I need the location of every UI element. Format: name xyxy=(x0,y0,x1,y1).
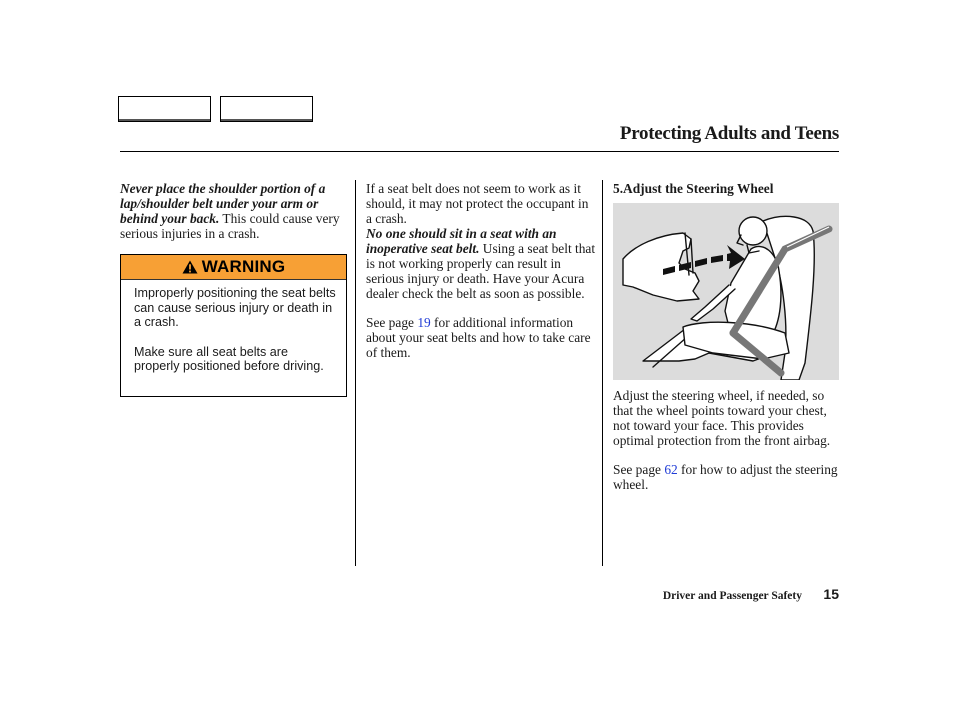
warning-triangle-icon xyxy=(182,260,198,274)
intro-emphasis: Never place the shoulder portion of a lap/shoulder belt under your arm or behind your back. xyxy=(120,181,326,226)
steering-wheel-adjustment-illustration xyxy=(613,203,839,380)
step-heading: 5.Adjust the Steering Wheel xyxy=(613,181,774,196)
steering-wheel-figure xyxy=(613,203,839,380)
warning-header xyxy=(121,255,346,280)
intro-rest: This could cause very serious injuries in a crash. xyxy=(120,211,340,241)
column3-text xyxy=(613,388,841,492)
column3-p2-after: for how to adjust the steering wheel. xyxy=(613,462,838,492)
nav-button-next[interactable] xyxy=(220,96,313,122)
title-divider xyxy=(120,151,839,152)
warning-paragraph-1: Improperly positioning the seat belts can cause serious injury or death in a crash. xyxy=(134,286,336,329)
column2-text xyxy=(366,181,596,360)
warning-box xyxy=(120,254,347,397)
footer-section-title: Driver and Passenger Safety xyxy=(662,590,802,602)
column3-paragraph-1: Adjust the steering wheel, if needed, so that the wheel points toward your chest, not toward your face. This provides optimal protection from the front airbag. xyxy=(613,388,831,448)
column2-paragraph-1 xyxy=(366,181,596,301)
column2-paragraph-2 xyxy=(366,315,596,360)
column2-p2-emphasis: No one should sit in a seat with an inoperative seat belt. xyxy=(366,226,557,256)
column1-intro xyxy=(120,181,350,241)
nav-button-previous[interactable] xyxy=(118,96,211,122)
warning-label: WARNING xyxy=(201,257,286,276)
page-link-62[interactable]: 62 xyxy=(664,462,678,477)
column-divider-1 xyxy=(355,180,356,566)
warning-body xyxy=(121,280,346,374)
column2-p3-before: See page xyxy=(366,315,418,330)
footer-page-number: 15 xyxy=(823,586,839,602)
column3-paragraph-2 xyxy=(613,462,841,492)
page-link-19[interactable]: 19 xyxy=(417,315,431,330)
column3-p2-before: See page xyxy=(613,462,665,477)
warning-paragraph-2: Make sure all seat belts are properly positioned before driving. xyxy=(134,344,324,373)
column2-p2-text: Using a seat belt that is not working properly can result in serious injury or death. Have your Acura dealer check the belt as soon as possible. xyxy=(366,241,596,301)
page-title: Protecting Adults and Teens xyxy=(619,123,839,144)
column-divider-2 xyxy=(602,180,603,566)
column2-p1-text: If a seat belt does not seem to work as it should, it may not protect the occupant in a crash. xyxy=(366,181,589,226)
column2-p3-after: for additional information about your seat belts and how to take care of them. xyxy=(366,315,591,360)
